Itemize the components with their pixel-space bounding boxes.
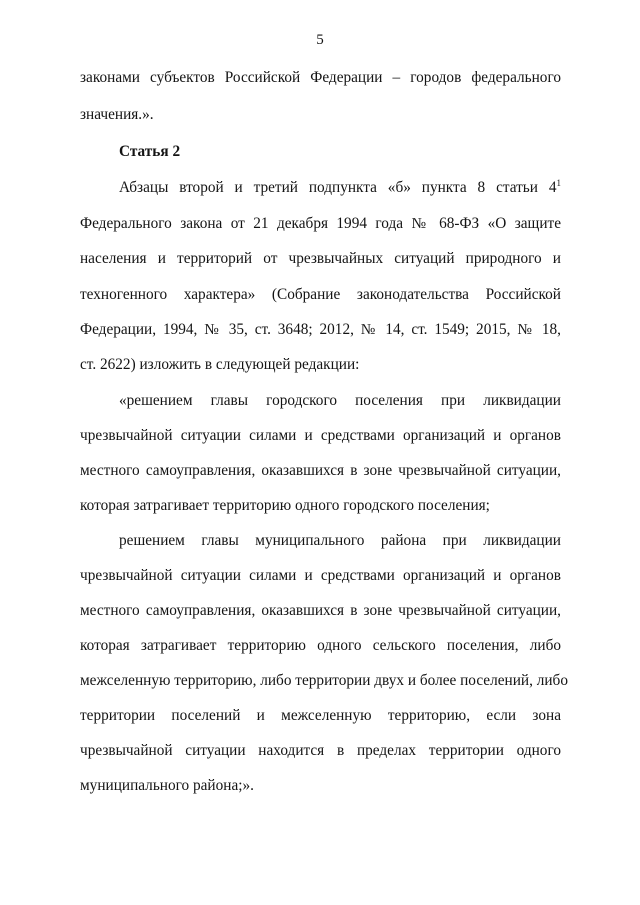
text-line: значения.». — [80, 106, 154, 123]
article-heading: Статья 2 — [119, 143, 181, 160]
text-line: местного самоуправления, оказавшихся в зоне чрезвычайной ситуации, — [80, 602, 561, 619]
text-line: населения и территорий от чрезвычайных ситуаций природного и — [80, 250, 561, 267]
text-line: муниципального района;». — [80, 777, 254, 794]
text-line: чрезвычайной ситуации находится в пределах территории одного — [80, 742, 561, 759]
text-line: Федерального закона от 21 декабря 1994 года № 68-ФЗ «О защите — [80, 215, 561, 232]
page-number: 5 — [316, 32, 324, 48]
text-line: чрезвычайной ситуации силами и средствами организаций и органов — [80, 567, 561, 584]
text-line: Федерации, 1994, № 35, ст. 3648; 2012, № 14, ст. 1549; 2015, № 18, — [80, 321, 561, 338]
text-line: которая затрагивает территорию одного сельского поселения, либо — [80, 637, 561, 654]
text-line: местного самоуправления, оказавшихся в зоне чрезвычайной ситуации, — [80, 462, 561, 479]
text-line-main: Абзацы второй и третий подпункта «б» пункта 8 статьи 4 — [119, 179, 557, 196]
text-line: которая затрагивает территорию одного городского поселения; — [80, 497, 490, 514]
text-line — [119, 179, 561, 197]
superscript: 1 — [556, 178, 561, 188]
text-line: чрезвычайной ситуации силами и средствами организаций и органов — [80, 427, 561, 444]
text-line: решением главы муниципального района при ликвидации — [119, 532, 561, 549]
text-line: «решением главы городского поселения при ликвидации — [119, 392, 561, 409]
text-line: территории поселений и межселенную территорию, если зона — [80, 707, 561, 724]
text-line: законами субъектов Российской Федерации – городов федерального — [80, 69, 561, 86]
text-line: техногенного характера» (Собрание законодательства Российской — [80, 286, 561, 303]
text-line: ст. 2622) изложить в следующей редакции: — [80, 356, 360, 373]
text-line: межселенную территорию, либо территории двух и более поселений, либо — [80, 672, 568, 689]
